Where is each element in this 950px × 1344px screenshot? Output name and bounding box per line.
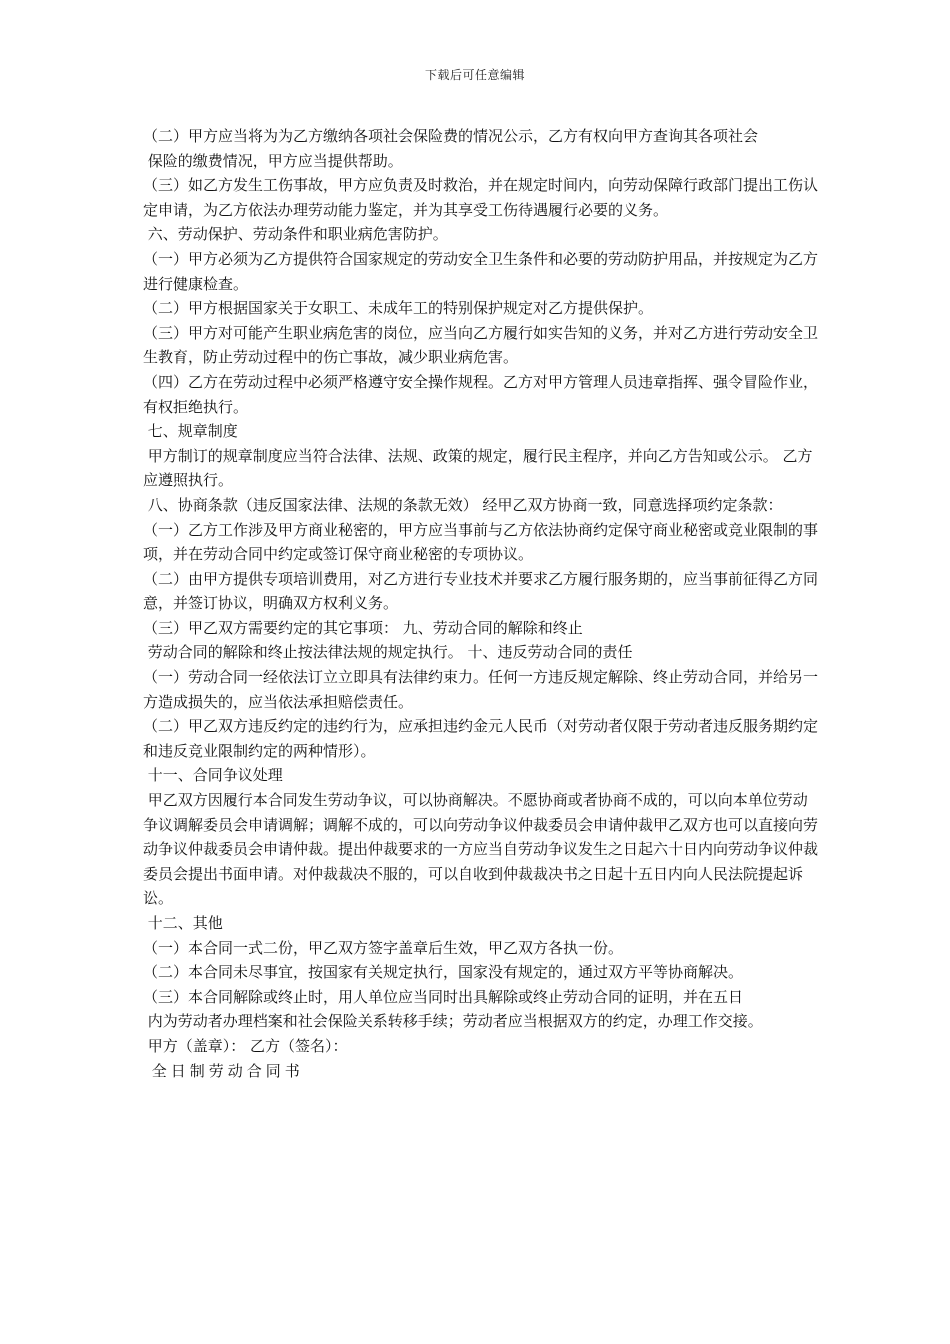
section-heading: 八、协商条款（违反国家法律、法规的条款无效） 经甲乙双方协商一致，同意选择项约定条款： bbox=[143, 495, 783, 514]
paragraph: （二）由甲方提供专项培训费用，对乙方进行专业技术并要求乙方履行服务期的，应当事前征得乙方同意，并签订协议，明确双方权利义务。 bbox=[143, 569, 819, 613]
section-heading: 六、劳动保护、劳动条件和职业病危害防护。 bbox=[143, 225, 448, 244]
paragraph: （四）乙方在劳动过程中必须严格遵守安全操作规程。乙方对甲方管理人员违章指挥、强令冒险作业，有权拒绝执行。 bbox=[143, 372, 819, 416]
paragraph: （二）甲乙双方违反约定的违约行为，应承担违约金元人民币（对劳动者仅限于劳动者违反服务期约定和违反竞业限制约定的两种情形）。 bbox=[143, 717, 819, 760]
paragraph: （三）如乙方发生工伤事故，甲方应负责及时救治，并在规定时间内，向劳动保障行政部门提出工伤认定申请，为乙方依法办理劳动能力鉴定，并为其享受工伤待遇履行必要的义务。 bbox=[143, 176, 819, 219]
section-heading: 七、规章制度 bbox=[143, 422, 238, 441]
paragraph: 劳动合同的解除和终止按法律法规的规定执行。 十、违反劳动合同的责任 bbox=[143, 643, 633, 662]
signature-line: 甲方（盖章）： 乙方（签名）： bbox=[143, 1036, 348, 1055]
paragraph: （二）甲方应当将为为乙方缴纳各项社会保险费的情况公示，乙方有权向甲方查询其各项社会 bbox=[143, 127, 759, 145]
paragraph: （三）本合同解除或终止时，用人单位应当同时出具解除或终止劳动合同的证明，并在五日 bbox=[143, 987, 744, 1006]
section-heading: 十二、其他 bbox=[143, 914, 223, 932]
paragraph: 保险的缴费情况，甲方应当提供帮助。 bbox=[143, 151, 403, 170]
paragraph: （二）本合同未尽事宜，按国家有关规定执行，国家没有规定的，通过双方平等协商解决。 bbox=[143, 963, 744, 982]
paragraph: （一）劳动合同一经依法订立立即具有法律约束力。任何一方违反规定解除、终止劳动合同，并给另一方造成损失的，应当依法承担赔偿责任。 bbox=[143, 668, 819, 711]
paragraph: （二）甲方根据国家关于女职工、未成年工的特别保护规定对乙方提供保护。 bbox=[143, 299, 654, 318]
paragraph: （一）乙方工作涉及甲方商业秘密的，甲方应当事前与乙方依法协商约定保守商业秘密或竞业限制的事项，并在劳动合同中约定或签订保守商业秘密的专项协议。 bbox=[143, 520, 819, 564]
page-header: 下载后可任意编辑 bbox=[424, 68, 525, 82]
paragraph: （一）甲方必须为乙方提供符合国家规定的劳动安全卫生条件和必要的劳动防护用品，并按规定为乙方进行健康检查。 bbox=[143, 249, 819, 293]
paragraph: 内为劳动者办理档案和社会保险关系转移手续；劳动者应当根据双方的约定，办理工作交接。 bbox=[143, 1012, 763, 1031]
document-title: 全日制劳动合同书 bbox=[143, 1061, 304, 1080]
paragraph: （三）甲方对可能产生职业病危害的岗位，应当向乙方履行如实告知的义务，并对乙方进行劳动安全卫生教育，防止劳动过程中的伤亡事故，减少职业病危害。 bbox=[143, 323, 819, 367]
paragraph: （三）甲乙双方需要约定的其它事项： 九、劳动合同的解除和终止 bbox=[143, 618, 583, 637]
document-body bbox=[143, 124, 818, 1083]
paragraph: 甲乙双方因履行本合同发生劳动争议，可以协商解决。不愿协商或者协商不成的，可以向本单位劳动争议调解委员会申请调解；调解不成的，可以向劳动争议仲裁委员会申请仲裁甲乙双方也可以直接向劳动争议仲裁委员会申请仲裁。提出仲裁要求的一方应当自劳动争议发生之日起六十日内向劳动争议仲裁委员会提出书面申请。对仲裁裁决不服的，可以自收到仲裁裁决书之日起十五日内向人民法院提起诉讼。 bbox=[143, 791, 819, 908]
paragraph: 甲方制订的规章制度应当符合法律、法规、政策的规定，履行民主程序，并向乙方告知或公示。 乙方应遵照执行。 bbox=[143, 446, 813, 490]
paragraph: （一）本合同一式二份，甲乙双方签字盖章后生效，甲乙双方各执一份。 bbox=[143, 938, 624, 957]
section-heading: 十一、合同争议处理 bbox=[143, 766, 283, 785]
